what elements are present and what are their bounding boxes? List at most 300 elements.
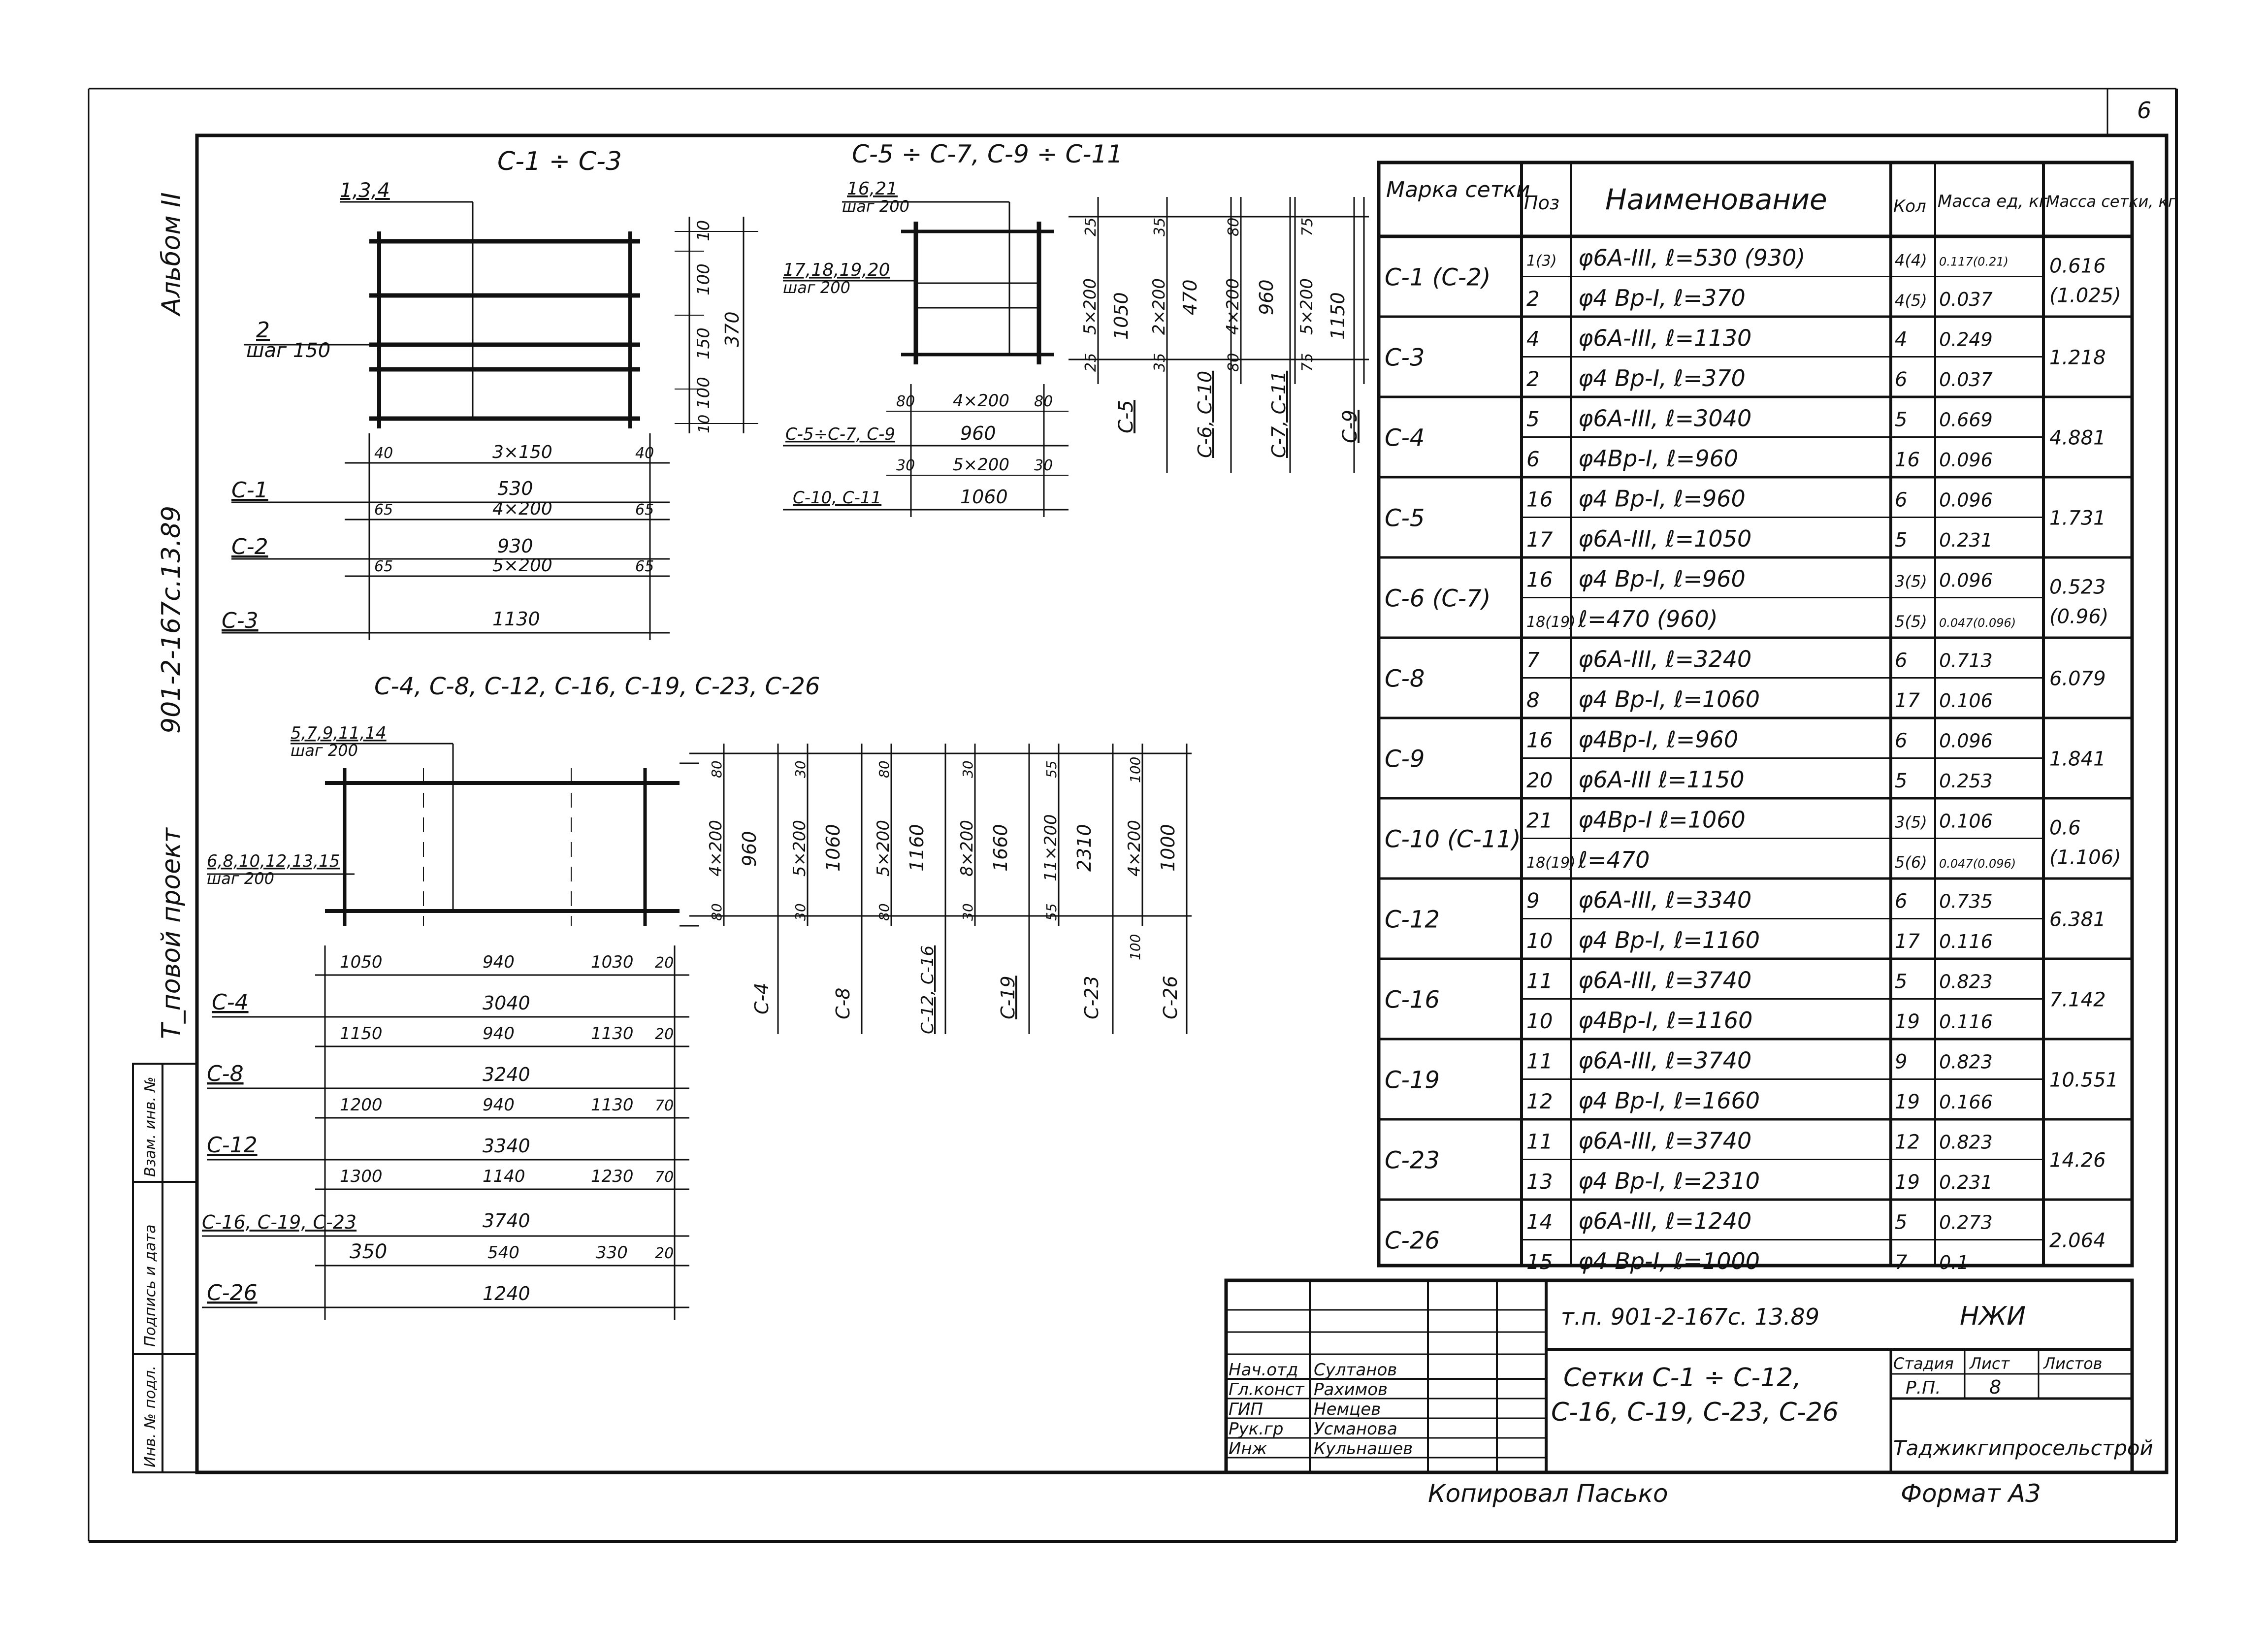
c1-row1-d2: 65 bbox=[635, 501, 654, 519]
spec-group-mass-alt: (1.025) bbox=[2049, 284, 2121, 307]
c4-row4-d2: 330 bbox=[596, 1243, 628, 1263]
spec-cell-pos: 9 bbox=[1526, 888, 1540, 913]
c4-row2-total: 3340 bbox=[483, 1135, 530, 1157]
c4-v4-total: 2310 bbox=[1073, 824, 1095, 872]
spec-cell-pos: 16 bbox=[1526, 567, 1553, 592]
spec-group-mass: 0.6 bbox=[2049, 816, 2081, 840]
spec-cell-name: φ4 Вр-I, ℓ=960 bbox=[1578, 485, 1746, 512]
tb-organization: Таджикгипросельстрой bbox=[1893, 1436, 2153, 1460]
c4-row1-d2: 1130 bbox=[591, 1024, 634, 1043]
spec-cell-pos: 4 bbox=[1526, 326, 1540, 351]
c1-vdim-0: 10 bbox=[694, 220, 713, 241]
spec-cell-pos: 14 bbox=[1526, 1209, 1553, 1234]
spec-cell-pos: 11 bbox=[1526, 1129, 1553, 1154]
spec-cell-pos: 5 bbox=[1526, 407, 1540, 431]
title-block bbox=[1226, 1280, 2153, 1508]
tb-sheet-label: Лист bbox=[1970, 1354, 2010, 1373]
tb-title-line2: С-16, С-19, С-23, С-26 bbox=[1551, 1398, 1839, 1427]
spec-header-grid-mass: Масса сетки, кг bbox=[2046, 192, 2176, 211]
spec-group-mass-alt: (1.106) bbox=[2049, 846, 2121, 869]
spec-cell-qty: 17 bbox=[1895, 930, 1920, 953]
c4-v2-d0: 80 bbox=[876, 760, 892, 778]
spec-cell-pos: 11 bbox=[1526, 969, 1553, 993]
c5-h1-d2: 30 bbox=[1034, 457, 1053, 474]
c4-row2-d0: 1200 bbox=[340, 1095, 383, 1115]
spec-group-mark: С-23 bbox=[1385, 1146, 1440, 1174]
sheet-corner-number: 6 bbox=[2137, 97, 2152, 124]
c5-v3-d2: 75 bbox=[1299, 353, 1316, 372]
c4-v0-mark: С-4 bbox=[751, 982, 773, 1014]
spec-group-mark: С-16 bbox=[1385, 986, 1440, 1014]
c4-v4-mark: С-23 bbox=[1081, 976, 1102, 1019]
c5-h0-d2: 80 bbox=[1034, 393, 1053, 410]
spec-cell-qty: 5 bbox=[1895, 770, 1908, 792]
c4-v3-mark: С-19 bbox=[997, 976, 1019, 1019]
c4-row2-mark: С-12 bbox=[207, 1133, 258, 1158]
c1-row2-d2: 65 bbox=[635, 558, 654, 575]
c5-v2-d1: 4×200 bbox=[1223, 278, 1243, 335]
spec-cell-pos: 2 bbox=[1526, 367, 1540, 391]
tb-copied: Копировал Пасько bbox=[1428, 1479, 1668, 1508]
c4-v3-d1: 8×200 bbox=[957, 819, 977, 877]
c4-row3-mark: С-16, С-19, С-23 bbox=[202, 1211, 357, 1233]
spec-cell-unit-mass: 0.273 bbox=[1939, 1211, 1993, 1234]
c4-v5-mark: С-26 bbox=[1160, 976, 1181, 1019]
c4-row3-total: 3740 bbox=[483, 1210, 530, 1232]
c5-h1-d1: 5×200 bbox=[953, 455, 1010, 475]
grid-c4-pos-left: 6,8,10,12,13,15 bbox=[207, 851, 340, 871]
spec-group-mark: С-6 (С-7) bbox=[1385, 585, 1491, 613]
c1-vtotal: 370 bbox=[721, 311, 743, 347]
spec-cell-name: φ4 Вр-I, ℓ=1000 bbox=[1578, 1248, 1760, 1274]
grid-c1-c3-pos-left: 2 bbox=[256, 318, 270, 343]
grid-c1-c3-pos-top: 1,3,4 bbox=[340, 179, 390, 202]
c1-row2-mark: С-3 bbox=[222, 608, 259, 633]
grid-c1-c3-pos-left-step: шаг 150 bbox=[246, 339, 331, 362]
spec-header-unit-mass: Масса ед, кг bbox=[1938, 192, 2048, 211]
spec-group-mark: С-1 (С-2) bbox=[1385, 263, 1491, 292]
tb-title-line1: Сетки С-1 ÷ С-12, bbox=[1563, 1363, 1801, 1393]
spec-cell-qty: 6 bbox=[1895, 890, 1908, 913]
signatory-role: Рук.гр bbox=[1229, 1419, 1284, 1439]
c5-v3-total: 1150 bbox=[1327, 292, 1349, 340]
c4-v2-d2: 80 bbox=[876, 903, 892, 921]
c4-row3-d1: 1140 bbox=[483, 1167, 525, 1186]
c5-h1-d0: 30 bbox=[896, 457, 915, 474]
c1-row0-total: 530 bbox=[497, 478, 533, 499]
signatory-name: Кульнашев bbox=[1314, 1439, 1413, 1459]
spec-cell-unit-mass: 0.735 bbox=[1939, 890, 1993, 912]
spec-cell-qty: 5(5) bbox=[1895, 612, 1927, 631]
spec-cell-name: φ4Вр-I, ℓ=1160 bbox=[1578, 1007, 1753, 1034]
spec-cell-unit-mass: 0.1 bbox=[1939, 1252, 1969, 1273]
spec-cell-pos: 18(19) bbox=[1526, 854, 1576, 872]
c4-row1-d3: 20 bbox=[655, 1026, 674, 1043]
c1-vdim-2: 150 bbox=[694, 327, 713, 359]
spec-cell-unit-mass: 0.106 bbox=[1939, 810, 1993, 832]
c4-row3-d3: 70 bbox=[655, 1169, 674, 1186]
spec-cell-qty: 17 bbox=[1895, 689, 1920, 712]
c4-row1-d0: 1150 bbox=[340, 1024, 383, 1043]
spec-cell-pos: 1(3) bbox=[1526, 252, 1557, 270]
tb-doc-code: т.п. 901-2-167с. 13.89 bbox=[1561, 1303, 1820, 1330]
album-label: Альбом II bbox=[157, 192, 186, 315]
spec-cell-unit-mass: 0.106 bbox=[1939, 690, 1993, 712]
spec-cell-unit-mass: 0.117(0.21) bbox=[1939, 255, 2009, 269]
c4-v4-d1: 11×200 bbox=[1041, 814, 1061, 881]
c1-row0-mark: С-1 bbox=[231, 478, 268, 503]
spec-header-pos: Поз bbox=[1524, 192, 1560, 214]
spec-cell-unit-mass: 0.713 bbox=[1939, 650, 1993, 672]
c4-row2-d3: 70 bbox=[655, 1097, 674, 1114]
spec-cell-qty: 9 bbox=[1895, 1050, 1908, 1074]
c4-v0-d1: 4×200 bbox=[706, 819, 726, 877]
spec-cell-qty: 6 bbox=[1895, 488, 1908, 512]
spec-cell-name: ℓ=470 bbox=[1578, 847, 1650, 873]
spec-cell-name: φ4 Вр-I, ℓ=370 bbox=[1578, 285, 1746, 311]
c4-row4-d0: 350 bbox=[350, 1240, 388, 1263]
c5-v3-mark: С-9 bbox=[1339, 410, 1361, 443]
spec-cell-name: φ6А-III ℓ=1150 bbox=[1578, 766, 1745, 793]
c4-row4-d1: 540 bbox=[487, 1243, 519, 1263]
spec-cell-qty: 16 bbox=[1895, 449, 1920, 471]
spec-cell-unit-mass: 0.047(0.096) bbox=[1939, 857, 2016, 871]
spec-cell-qty: 6 bbox=[1895, 368, 1908, 391]
spec-group-mass: 0.616 bbox=[2049, 255, 2106, 278]
spec-cell-qty: 5(6) bbox=[1895, 853, 1927, 872]
stamp-cell-0: Взам. инв. № bbox=[142, 1076, 159, 1177]
c1-row2-d1: 5×200 bbox=[492, 555, 552, 576]
c5-v2-total: 960 bbox=[1256, 279, 1277, 315]
spec-cell-name: φ4 Вр-I, ℓ=1160 bbox=[1578, 927, 1760, 953]
c4-v2-d1: 5×200 bbox=[874, 819, 893, 877]
c5-h1-mark: С-10, С-11 bbox=[793, 488, 882, 508]
spec-cell-name: φ4 Вр-I, ℓ=370 bbox=[1578, 365, 1746, 391]
spec-cell-name: φ6А-III, ℓ=1240 bbox=[1578, 1207, 1752, 1235]
c4-row4-d3: 20 bbox=[655, 1245, 674, 1262]
c5-v0-total: 1050 bbox=[1110, 292, 1132, 340]
c4-v0-d2: 80 bbox=[709, 903, 725, 921]
c5-v2-mark: С-7, С-11 bbox=[1268, 370, 1290, 458]
c5-v1-d2: 35 bbox=[1151, 353, 1168, 372]
spec-cell-qty: 19 bbox=[1895, 1091, 1920, 1113]
spec-cell-unit-mass: 0.096 bbox=[1939, 569, 1993, 591]
c4-row0-d1: 940 bbox=[483, 952, 515, 972]
spec-cell-unit-mass: 0.116 bbox=[1939, 931, 1993, 952]
c1-row2-d0: 65 bbox=[374, 558, 393, 575]
spec-cell-qty: 19 bbox=[1895, 1171, 1920, 1194]
spec-cell-unit-mass: 0.047(0.096) bbox=[1939, 616, 2016, 630]
c4-v0-d0: 80 bbox=[709, 760, 725, 778]
sheet-border bbox=[89, 89, 2176, 1541]
grid-c4-pos-top: 5,7,9,11,14 bbox=[291, 723, 387, 743]
spec-cell-pos: 18(19) bbox=[1526, 614, 1576, 631]
c4-row0-total: 3040 bbox=[483, 992, 530, 1014]
grid-c5-pos-top-step: шаг 200 bbox=[842, 197, 909, 216]
spec-group-mass: 14.26 bbox=[2049, 1149, 2106, 1172]
spec-cell-pos: 20 bbox=[1526, 768, 1553, 792]
grid-c5-pos-left-step: шаг 200 bbox=[783, 278, 850, 297]
spec-cell-name: φ4Вр-I, ℓ=960 bbox=[1578, 726, 1739, 753]
spec-cell-unit-mass: 0.253 bbox=[1939, 770, 1993, 792]
grid-c4-title: С-4, С-8, С-12, С-16, С-19, С-23, С-26 bbox=[374, 673, 820, 700]
c4-v3-d0: 30 bbox=[960, 760, 976, 778]
tb-section: НЖИ bbox=[1960, 1302, 2026, 1331]
c5-v3-d1: 5×200 bbox=[1297, 278, 1317, 335]
stamp-cell-1: Подпись и дата bbox=[142, 1224, 159, 1347]
grid-c1-c3-title: С-1 ÷ С-3 bbox=[497, 147, 622, 176]
c5-h0-mark: С-5÷С-7, С-9 bbox=[785, 424, 896, 444]
spec-group-mark: С-5 bbox=[1385, 504, 1425, 532]
spec-header-mark: Марка сетки bbox=[1386, 177, 1530, 202]
spec-cell-qty: 3(5) bbox=[1895, 572, 1927, 591]
c1-row1-total: 930 bbox=[497, 535, 533, 557]
c1-vdim-4: 10 bbox=[696, 414, 713, 433]
spec-group-mass: 0.523 bbox=[2049, 576, 2106, 599]
c4-v1-mark: С-8 bbox=[832, 987, 854, 1019]
spec-cell-pos: 21 bbox=[1526, 808, 1553, 833]
c4-v3-d2: 30 bbox=[960, 903, 976, 921]
margin-title: Т_повой проект bbox=[157, 828, 186, 1039]
spec-cell-pos: 6 bbox=[1526, 447, 1540, 471]
spec-cell-pos: 10 bbox=[1526, 929, 1553, 953]
spec-cell-unit-mass: 0.669 bbox=[1939, 409, 1993, 431]
spec-cell-name: φ6А-III, ℓ=3040 bbox=[1578, 405, 1752, 432]
spec-group-mark: С-12 bbox=[1385, 906, 1440, 934]
tb-stage: Р.П. bbox=[1906, 1378, 1941, 1398]
grid-c5-pos-top: 16,21 bbox=[847, 179, 898, 199]
spec-cell-unit-mass: 0.231 bbox=[1939, 529, 1993, 551]
c1-row1-d0: 65 bbox=[374, 501, 393, 519]
c4-row1-mark: С-8 bbox=[207, 1061, 244, 1086]
c5-v2-d0: 80 bbox=[1225, 217, 1242, 236]
spec-cell-pos: 11 bbox=[1526, 1049, 1553, 1074]
spec-group-mass: 1.841 bbox=[2049, 748, 2106, 771]
grid-c5-title: С-5 ÷ С-7, С-9 ÷ С-11 bbox=[852, 140, 1123, 168]
spec-cell-pos: 16 bbox=[1526, 487, 1553, 512]
c4-v5-d1: 4×200 bbox=[1125, 819, 1144, 877]
spec-cell-pos: 12 bbox=[1526, 1089, 1553, 1113]
spec-cell-unit-mass: 0.037 bbox=[1939, 369, 1993, 391]
spec-cell-qty: 5 bbox=[1895, 970, 1908, 993]
spec-group-mass: 2.064 bbox=[2049, 1229, 2106, 1252]
c5-v0-d0: 25 bbox=[1082, 217, 1100, 236]
spec-cell-name: φ4Вр-I, ℓ=960 bbox=[1578, 445, 1739, 472]
spec-cell-name: φ6А-III, ℓ=3740 bbox=[1578, 1127, 1752, 1154]
spec-cell-unit-mass: 0.096 bbox=[1939, 449, 1993, 471]
spec-cell-pos: 10 bbox=[1526, 1009, 1553, 1033]
spec-cell-name: φ6А-III, ℓ=1130 bbox=[1578, 325, 1752, 352]
spec-cell-qty: 5 bbox=[1895, 529, 1908, 552]
spec-cell-qty: 4 bbox=[1895, 328, 1908, 351]
spec-cell-name: φ4 Вр-I, ℓ=960 bbox=[1578, 565, 1746, 592]
c4-v1-d0: 30 bbox=[792, 760, 809, 778]
c4-v1-d1: 5×200 bbox=[790, 819, 810, 877]
spec-cell-unit-mass: 0.166 bbox=[1939, 1091, 1993, 1113]
spec-group-mass-alt: (0.96) bbox=[2049, 605, 2109, 628]
spec-group-mass: 7.142 bbox=[2049, 988, 2106, 1011]
spec-header-name: Наименование bbox=[1605, 183, 1827, 216]
tb-sheets-label: Листов bbox=[2043, 1354, 2103, 1373]
c5-v0-mark: С-5 bbox=[1115, 400, 1137, 433]
spec-group-mass: 6.079 bbox=[2049, 667, 2106, 690]
c4-row3-d0: 1300 bbox=[340, 1167, 383, 1186]
stamp-cell-2: Инв. № подл. bbox=[142, 1366, 159, 1467]
signatory-role: Гл.конст bbox=[1229, 1380, 1304, 1400]
spec-cell-qty: 5 bbox=[1895, 408, 1908, 431]
signatory-name: Немцев bbox=[1314, 1400, 1381, 1419]
grid-c1-c3 bbox=[222, 147, 758, 640]
c4-v5-d0: 100 bbox=[1127, 756, 1143, 783]
spec-cell-unit-mass: 0.823 bbox=[1939, 1051, 1993, 1073]
grid-c4-pos-top-step: шаг 200 bbox=[291, 741, 358, 760]
c4-row1-total: 3240 bbox=[483, 1064, 530, 1085]
c4-row4-mark: С-26 bbox=[207, 1280, 258, 1305]
c1-row0-d0: 40 bbox=[374, 445, 393, 462]
spec-cell-qty: 4(5) bbox=[1895, 291, 1927, 310]
signatory-role: Инж bbox=[1229, 1439, 1267, 1459]
c4-v4-d0: 55 bbox=[1043, 760, 1060, 778]
spec-cell-qty: 19 bbox=[1895, 1010, 1920, 1033]
c4-row0-mark: С-4 bbox=[212, 990, 249, 1015]
c5-h1-total: 1060 bbox=[960, 486, 1008, 508]
spec-cell-unit-mass: 0.823 bbox=[1939, 1131, 1993, 1153]
c4-v1-total: 1060 bbox=[822, 824, 844, 872]
c1-row0-d2: 40 bbox=[635, 445, 654, 462]
c5-v3-d0: 75 bbox=[1299, 217, 1316, 236]
c1-row2-total: 1130 bbox=[492, 608, 540, 630]
spec-cell-unit-mass: 0.249 bbox=[1939, 328, 1993, 351]
spec-cell-pos: 17 bbox=[1526, 527, 1553, 552]
spec-cell-unit-mass: 0.037 bbox=[1939, 289, 1993, 310]
spec-cell-name: φ6А-III, ℓ=3740 bbox=[1578, 967, 1752, 994]
spec-cell-name: φ6А-III, ℓ=3740 bbox=[1578, 1047, 1752, 1074]
c1-vdim-3: 100 bbox=[694, 377, 713, 409]
c4-row0-d3: 20 bbox=[655, 954, 674, 972]
spec-cell-qty: 12 bbox=[1895, 1131, 1920, 1154]
spec-group-mark: С-19 bbox=[1385, 1066, 1440, 1094]
c1-vdim-1: 100 bbox=[694, 263, 713, 295]
c4-v2-total: 1160 bbox=[906, 824, 928, 872]
c4-row2-d1: 940 bbox=[483, 1095, 515, 1115]
spec-cell-unit-mass: 0.116 bbox=[1939, 1011, 1993, 1033]
c4-row0-d0: 1050 bbox=[340, 952, 383, 972]
spec-cell-unit-mass: 0.096 bbox=[1939, 489, 1993, 511]
c5-v1-mark: С-6, С-10 bbox=[1194, 370, 1216, 458]
spec-cell-name: φ4 Вр-I, ℓ=1060 bbox=[1578, 686, 1760, 713]
spec-cell-name: ℓ=470 (960) bbox=[1578, 606, 1718, 632]
spec-cell-pos: 8 bbox=[1526, 688, 1540, 712]
c5-h0-total: 960 bbox=[960, 423, 996, 444]
spec-cell-unit-mass: 0.096 bbox=[1939, 730, 1993, 752]
signatory-name: Султанов bbox=[1314, 1360, 1397, 1380]
c4-v5-d2: 100 bbox=[1127, 934, 1143, 960]
spec-cell-pos: 16 bbox=[1526, 728, 1553, 752]
spec-cell-unit-mass: 0.231 bbox=[1939, 1172, 1993, 1193]
grid-c5-pos-left: 17,18,19,20 bbox=[783, 260, 890, 280]
spec-group-mass: 4.881 bbox=[2049, 426, 2106, 450]
signatory-name: Усманова bbox=[1314, 1419, 1397, 1439]
c4-v3-total: 1660 bbox=[990, 824, 1011, 872]
signatory-name: Рахимов bbox=[1314, 1380, 1388, 1400]
spec-cell-name: φ6А-III, ℓ=3240 bbox=[1578, 646, 1752, 673]
c4-row1-d1: 940 bbox=[483, 1024, 515, 1043]
spec-group-mark: С-10 (С-11) bbox=[1385, 825, 1521, 853]
spec-group-mass: 1.218 bbox=[2049, 346, 2106, 369]
c1-row1-mark: С-2 bbox=[231, 534, 268, 559]
spec-cell-qty: 4(4) bbox=[1895, 251, 1927, 270]
spec-cell-qty: 5 bbox=[1895, 1211, 1908, 1234]
spec-cell-name: φ4Вр-I ℓ=1060 bbox=[1578, 806, 1746, 833]
signatory-role: ГИП bbox=[1229, 1400, 1263, 1419]
side-margin bbox=[133, 192, 197, 1472]
tb-format: Формат А3 bbox=[1901, 1479, 2041, 1508]
c4-v5-total: 1000 bbox=[1157, 824, 1179, 872]
spec-cell-pos: 2 bbox=[1526, 287, 1540, 311]
tb-sheet: 8 bbox=[1989, 1376, 2002, 1398]
spec-cell-name: φ6А-III, ℓ=530 (930) bbox=[1578, 244, 1806, 271]
c5-v1-d1: 2×200 bbox=[1149, 278, 1169, 335]
c5-v0-d1: 5×200 bbox=[1080, 278, 1100, 335]
spec-group-mass: 1.731 bbox=[2049, 507, 2106, 530]
c4-row4-total: 1240 bbox=[483, 1283, 530, 1304]
c4-row0-d2: 1030 bbox=[591, 952, 634, 972]
spec-cell-pos: 7 bbox=[1526, 648, 1540, 672]
c5-v0-d2: 25 bbox=[1082, 353, 1100, 372]
margin-code: 901-2-167с.13.89 bbox=[157, 505, 186, 734]
c1-row1-d1: 4×200 bbox=[492, 499, 552, 519]
c4-v2-mark: С-12, С-16 bbox=[918, 945, 938, 1034]
c5-v1-total: 470 bbox=[1179, 279, 1201, 315]
c5-v2-d2: 80 bbox=[1225, 353, 1242, 372]
c5-v1-d0: 35 bbox=[1151, 217, 1168, 236]
grid-c4-pos-left-step: шаг 200 bbox=[207, 869, 274, 888]
spec-cell-qty: 7 bbox=[1895, 1251, 1908, 1274]
c4-v1-d2: 30 bbox=[792, 903, 809, 921]
spec-cell-pos: 15 bbox=[1526, 1250, 1553, 1274]
spec-cell-unit-mass: 0.823 bbox=[1939, 971, 1993, 993]
spec-group-mark: С-26 bbox=[1385, 1227, 1440, 1255]
spec-group-mass: 6.381 bbox=[2049, 908, 2106, 931]
c5-h0-d0: 80 bbox=[896, 393, 915, 410]
grid-c5-c11 bbox=[783, 140, 1369, 517]
spec-cell-qty: 6 bbox=[1895, 729, 1908, 752]
c4-v0-total: 960 bbox=[739, 831, 760, 867]
tb-stage-label: Стадия bbox=[1893, 1354, 1954, 1373]
spec-header-qty: Кол bbox=[1893, 196, 1926, 216]
spec-cell-pos: 13 bbox=[1526, 1170, 1553, 1194]
c5-h0-d1: 4×200 bbox=[953, 391, 1010, 411]
grid-c4-c26 bbox=[202, 673, 1192, 1320]
spec-group-mass: 10.551 bbox=[2049, 1069, 2118, 1092]
spec-group-mark: С-8 bbox=[1385, 665, 1425, 693]
spec-cell-name: φ6А-III, ℓ=1050 bbox=[1578, 525, 1752, 552]
c4-row3-d2: 1230 bbox=[591, 1167, 634, 1186]
spec-cell-name: φ4 Вр-I, ℓ=2310 bbox=[1578, 1168, 1760, 1194]
spec-cell-qty: 6 bbox=[1895, 649, 1908, 672]
spec-cell-name: φ6А-III, ℓ=3340 bbox=[1578, 886, 1752, 913]
spec-group-mark: С-4 bbox=[1385, 424, 1425, 452]
c1-row0-d1: 3×150 bbox=[492, 442, 552, 462]
spec-group-mark: С-9 bbox=[1385, 745, 1425, 773]
spec-group-mark: С-3 bbox=[1385, 344, 1425, 372]
signatory-role: Нач.отд bbox=[1229, 1360, 1298, 1380]
spec-cell-qty: 3(5) bbox=[1895, 813, 1927, 832]
spec-table bbox=[1379, 163, 2176, 1274]
spec-cell-name: φ4 Вр-I, ℓ=1660 bbox=[1578, 1087, 1760, 1114]
c4-row2-d2: 1130 bbox=[591, 1095, 634, 1115]
c4-v4-d2: 55 bbox=[1043, 903, 1060, 921]
